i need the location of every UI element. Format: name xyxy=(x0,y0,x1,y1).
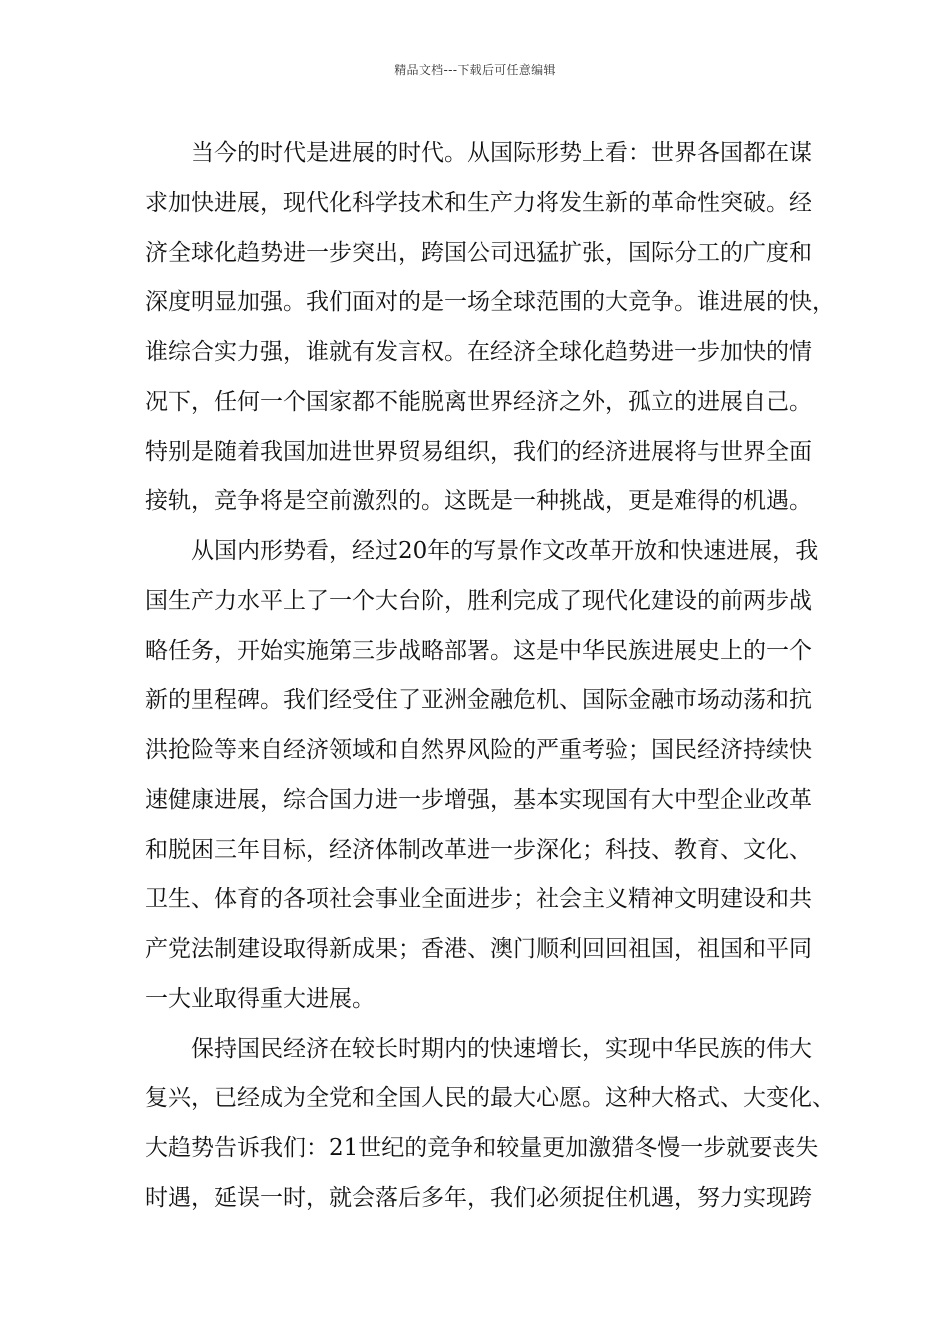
text-line: 接轨，竞争将是空前激烈的。这既是一种挑战，更是难得的机遇。 xyxy=(145,488,812,515)
text-line: 复兴，已经成为全党和全国人民的最大心愿。这种大格式、大变化、 xyxy=(145,1085,835,1112)
page-header: 精品文档---下载后可任意编辑 xyxy=(394,63,556,77)
text-line: 洪抢险等来自经济领域和自然界风险的严重考验；国民经济持续快 xyxy=(145,737,812,763)
text-line: 保持国民经济在较长时期内的快速增长，实现中华民族的伟大 xyxy=(191,1035,812,1062)
text-line: 速健康进展，综合国力进一步增强，基本实现国有大中型企业改革 xyxy=(145,786,812,813)
text-line: 况下，任何一个国家都不能脱离世界经济之外，孤立的进展自己。 xyxy=(145,388,812,415)
text-line: 求加快进展，现代化科学技术和生产力将发生新的革命性突破。经 xyxy=(145,189,812,216)
text-line: 国生产力水平上了一个大台阶，胜利完成了现代化建设的前两步战 xyxy=(145,587,812,614)
text-line: 深度明显加强。我们面对的是一场全球范围的大竞争。谁进展的快， xyxy=(145,289,835,316)
text-line: 谁综合实力强，谁就有发言权。在经济全球化趋势进一步加快的情 xyxy=(145,339,812,365)
text-line: 特别是随着我国加进世界贸易组织，我们的经济进展将与世界全面 xyxy=(145,438,812,465)
text-line: 大趋势告诉我们：21世纪的竞争和较量更加激猎冬慢一步就要丧失 xyxy=(145,1135,819,1161)
document-body xyxy=(145,135,835,1230)
text-line: 和脱困三年目标，经济体制改革进一步深化；科技、教育、文化、 xyxy=(145,836,812,863)
text-line: 济全球化趋势进一步突出，跨国公司迅猛扩张，国际分工的广度和 xyxy=(145,239,812,266)
text-line: 新的里程碑。我们经受住了亚洲金融危机、国际金融市场动荡和抗 xyxy=(145,687,812,714)
text-line: 当今的时代是进展的时代。从国际形势上看：世界各国都在谋 xyxy=(191,140,812,166)
text-line: 略任务，开始实施第三步战略部署。这是中华民族进展史上的一个 xyxy=(145,637,812,664)
text-line: 时遇，延误一时，就会落后多年，我们必须捉住机遇，努力实现跨 xyxy=(145,1184,812,1211)
text-line: 从国内形势看，经过20年的写景作文改革开放和快速进展，我 xyxy=(191,538,819,564)
text-line: 产党法制建设取得新成果；香港、澳门顺利回回祖国，祖国和平同 xyxy=(145,936,812,962)
text-line: 一大业取得重大进展。 xyxy=(145,985,375,1012)
text-line: 卫生、体育的各项社会事业全面进步；社会主义精神文明建设和共 xyxy=(145,886,812,913)
